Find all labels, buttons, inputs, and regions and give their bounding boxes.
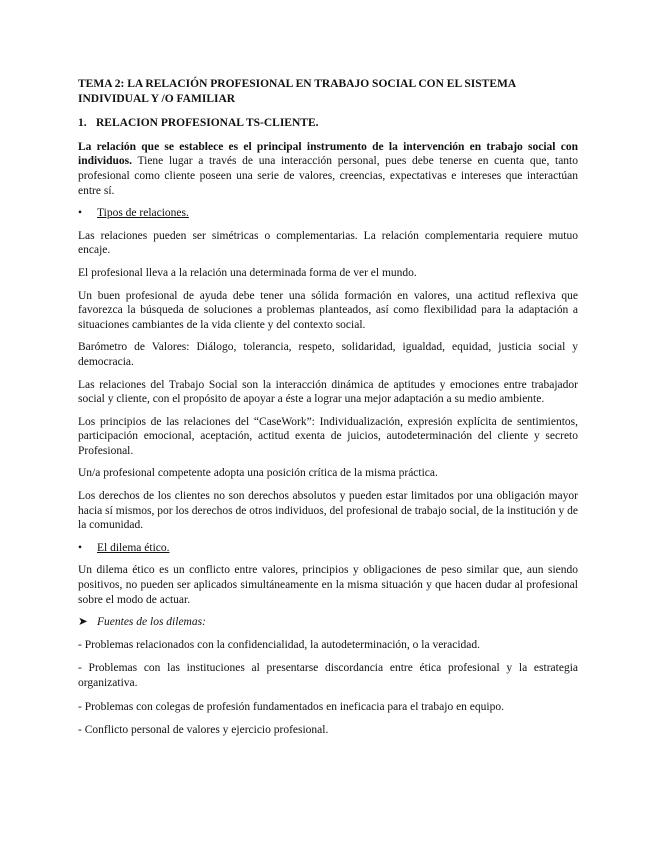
paragraph: Las relaciones pueden ser simétricas o complementarias. La relación complementaria requiere mutuo encaje. <box>78 229 578 257</box>
dilema-source-item: - Problemas con colegas de profesión fundamentados en ineficacia para el trabajo en equipo. <box>78 700 504 713</box>
bullet-icon: • <box>78 541 83 554</box>
section-title: RELACION PROFESIONAL TS-CLIENTE. <box>96 117 319 130</box>
fuentes-label: Fuentes de los dilemas: <box>97 616 206 629</box>
dilema-source-item: - Problemas relacionados con la confidencialidad, la autodeterminación, o la veracidad. <box>78 638 481 651</box>
document-title: TEMA 2: LA RELACIÓN PROFESIONAL EN TRABAJO SOCIAL CON EL SISTEMA INDIVIDUAL Y /O FAMILIAR <box>78 78 516 105</box>
bullet-icon: • <box>78 207 83 220</box>
paragraph: El profesional lleva a la relación una determinada forma de ver el mundo. <box>78 266 417 279</box>
dilema-paragraph: Un dilema ético es un conflicto entre valores, principios y obligaciones de peso similar que, aun siendo positivos, no pueden ser aplicados simultáneamente en la misma situación y que hacen dudar al profesional sobre el modo de actuar. <box>78 564 578 606</box>
intro-text: Tiene lugar a través de una interacción personal, pues debe tenerse en cuenta que, tanto profesional como cliente poseen una serie de valores, creencias, expectativas e intereses que interactúan entre sí. <box>78 155 578 197</box>
paragraph: Los derechos de los clientes no son derechos absolutos y pueden estar limitados por una obligación mayor hacia sí mismos, por los derechos de otros individuos, del profesional de trabajo social, de la institución y de la comunidad. <box>78 490 578 532</box>
paragraph: Un buen profesional de ayuda debe tener una sólida formación en valores, una actitud reflexiva que favorezca la búsqueda de soluciones a problemas planteados, así como flexibilidad para la adaptación a situaciones cambiantes de la vida cliente y del contexto social. <box>78 289 578 331</box>
dilema-source-item: - Problemas con las instituciones al presentarse discordancia entre ética profesional y la estrategia organizativa. <box>78 662 578 689</box>
intro-paragraph <box>78 140 578 198</box>
intro-bold-text: La relación que se establece es el principal instrumento de la intervención en trabajo social con individuos. <box>78 140 578 168</box>
dilema-source-item: - Conflicto personal de valores y ejercicio profesional. <box>78 724 329 737</box>
bullet-tipos <box>78 206 578 221</box>
section-number: 1. <box>78 117 87 130</box>
paragraph: Las relaciones del Trabajo Social son la interacción dinámica de aptitudes y emociones entre trabajador social y cliente, con el propósito de apoyar a éste a lograr una mejor adaptación a su medio ambiente. <box>78 378 578 406</box>
bullet-dilema <box>78 541 578 556</box>
paragraph: Un/a profesional competente adopta una posición crítica de la misma práctica. <box>78 467 438 480</box>
section-heading <box>78 116 578 131</box>
bullet-tipos-label: Tipos de relaciones. <box>97 207 189 220</box>
paragraph: Barómetro de Valores: Diálogo, tolerancia, respeto, solidaridad, igualdad, equidad, justicia social y democracia. <box>78 341 578 368</box>
bullet-dilema-label: El dilema ético. <box>97 541 170 554</box>
arrow-bullet-icon: ➤ <box>78 616 88 629</box>
fuentes-item <box>78 615 578 630</box>
paragraph: Los principios de las relaciones del “CaseWork”: Individualización, expresión explícita de sentimientos, participación emocional, aceptación, actitud exenta de juicios, autodeterminación del cliente y secreto Profesional. <box>78 415 578 457</box>
document-body <box>78 77 578 747</box>
